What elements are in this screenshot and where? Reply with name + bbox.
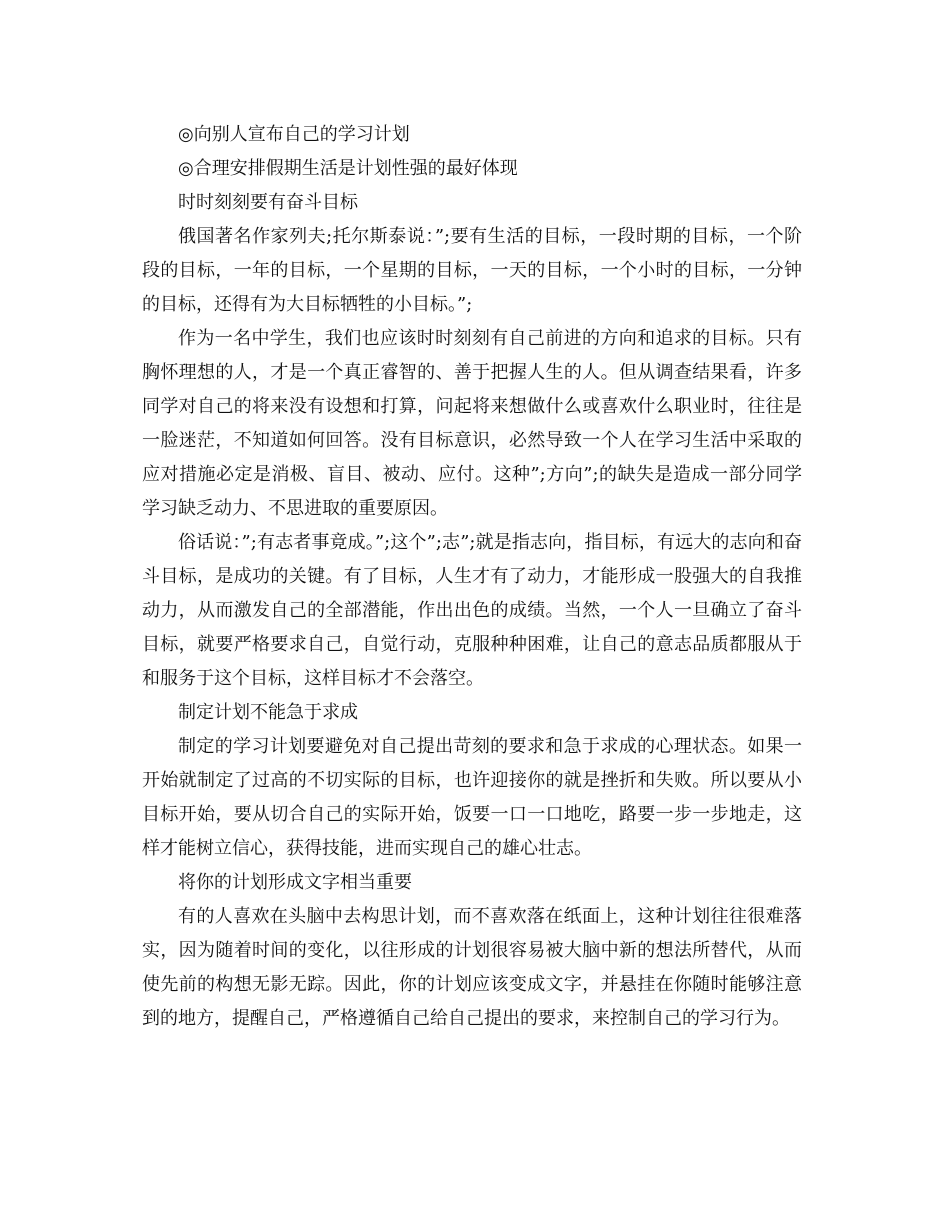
paragraph-tolstoy-quote: 俄国著名作家列夫;托尔斯泰说：”;要有生活的目标，一段时期的目标，一个阶段的目标，一年的目标，一个星期的目标，一天的目标，一个小时的目标，一分钟的目标，还得有为大目标牺牲的小目标。”; xyxy=(142,226,802,315)
document-body xyxy=(142,118,802,1036)
heading-goals: 时时刻刻要有奋斗目标 xyxy=(178,192,358,213)
paragraph-proverb: 俗话说：”;有志者事竟成。”;这个”;志”;就是指志向，指目标，有远大的志向和奋斗目标，是成功的关键。有了目标，人生才有了动力，才能形成一股强大的自我推动力，从而激发自己的全部潜能，作出出色的成绩。当然，一个人一旦确立了奋斗目标，就要严格要求自己，自觉行动，克服种种困难，让自己的意志品质都服从于和服务于这个目标，这样目标才不会落空。 xyxy=(142,532,802,689)
heading-holiday-plan: ◎合理安排假期生活是计划性强的最好体现 xyxy=(178,158,518,179)
heading-no-rush: 制定计划不能急于求成 xyxy=(178,702,358,723)
heading-announce-plan: ◎向别人宣布自己的学习计划 xyxy=(178,124,410,145)
paragraph-avoid-haste: 制定的学习计划要避免对自己提出苛刻的要求和急于求成的心理状态。如果一开始就制定了过高的不切实际的目标，也许迎接你的就是挫折和失败。所以要从小目标开始，要从切合自己的实际开始，饭要一口一口地吃，路要一步一步地走，这样才能树立信心，获得技能，进而实现自己的雄心壮志。 xyxy=(142,736,802,859)
paragraph-student-goals: 作为一名中学生，我们也应该时时刻刻有自己前进的方向和追求的目标。只有胸怀理想的人，才是一个真正睿智的、善于把握人生的人。但从调查结果看，许多同学对自己的将来没有设想和打算，问起将来想做什么或喜欢什么职业时，往往是一脸迷茫，不知道如何回答。没有目标意识，必然导致一个人在学习生活中采取的应对措施必定是消极、盲目、被动、应付。这种”;方向”;的缺失是造成一部分同学学习缺乏动力、不思进取的重要原因。 xyxy=(142,328,802,519)
paragraph-written-plan: 有的人喜欢在头脑中去构思计划，而不喜欢落在纸面上，这种计划往往很难落实，因为随着时间的变化，以往形成的计划很容易被大脑中新的想法所替代，从而使先前的构想无影无踪。因此，你的计划应该变成文字，并悬挂在你随时能够注意到的地方，提醒自己，严格遵循自己给自己提出的要求，来控制自己的学习行为。 xyxy=(142,906,802,1029)
heading-write-plan: 将你的计划形成文字相当重要 xyxy=(178,872,412,893)
